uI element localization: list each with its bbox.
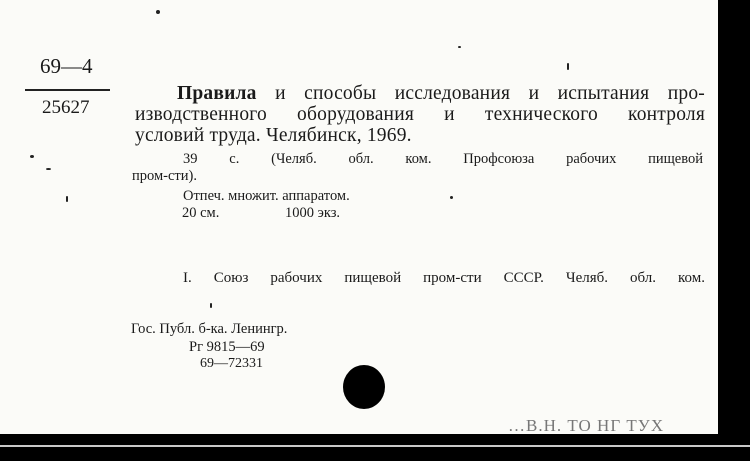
collation-line-1: 39 с. (Челяб. обл. ком. Профсоюза рабочих пищевой [183, 151, 703, 167]
registration-number: Рг 9815—69 [189, 339, 265, 355]
library-holder: Гос. Публ. б-ка. Ленингр. [131, 321, 288, 337]
speck [156, 10, 160, 14]
title-lead: Правила [177, 83, 257, 104]
collation-line-2: пром-сти). [132, 168, 197, 184]
faded-stamp: …В.Н. ТО НГ ТУХ [508, 416, 665, 434]
speck [450, 196, 453, 199]
card-number: 69—72331 [200, 356, 263, 371]
title-line-1-rest: и способы исследования и испытания про- [256, 83, 705, 104]
call-number-top: 69—4 [40, 54, 93, 78]
title-block [135, 83, 705, 146]
speck [66, 196, 68, 202]
title-line-1 [135, 83, 705, 104]
size-note: 20 см. [182, 205, 220, 221]
title-line-3: условий труда. Челябинск, 1969. [135, 125, 412, 146]
copies-note: 1000 экз. [285, 205, 341, 221]
speck [567, 63, 569, 70]
speck [210, 303, 212, 308]
printing-note: Отпеч. множит. аппаратом. [183, 188, 350, 204]
scan-border [0, 434, 750, 461]
title-line-2: изводственного оборудования и технического контроля [135, 104, 705, 125]
call-number-divider [25, 89, 110, 91]
speck [46, 168, 51, 170]
ink-blot [343, 365, 385, 409]
call-number-bottom: 25627 [42, 97, 90, 118]
scan-edge-line [0, 445, 750, 447]
speck [458, 46, 461, 48]
speck [30, 155, 34, 158]
subject-tracing: I. Союз рабочих пищевой пром-сти СССР. Челяб. обл. ком. [183, 270, 705, 286]
